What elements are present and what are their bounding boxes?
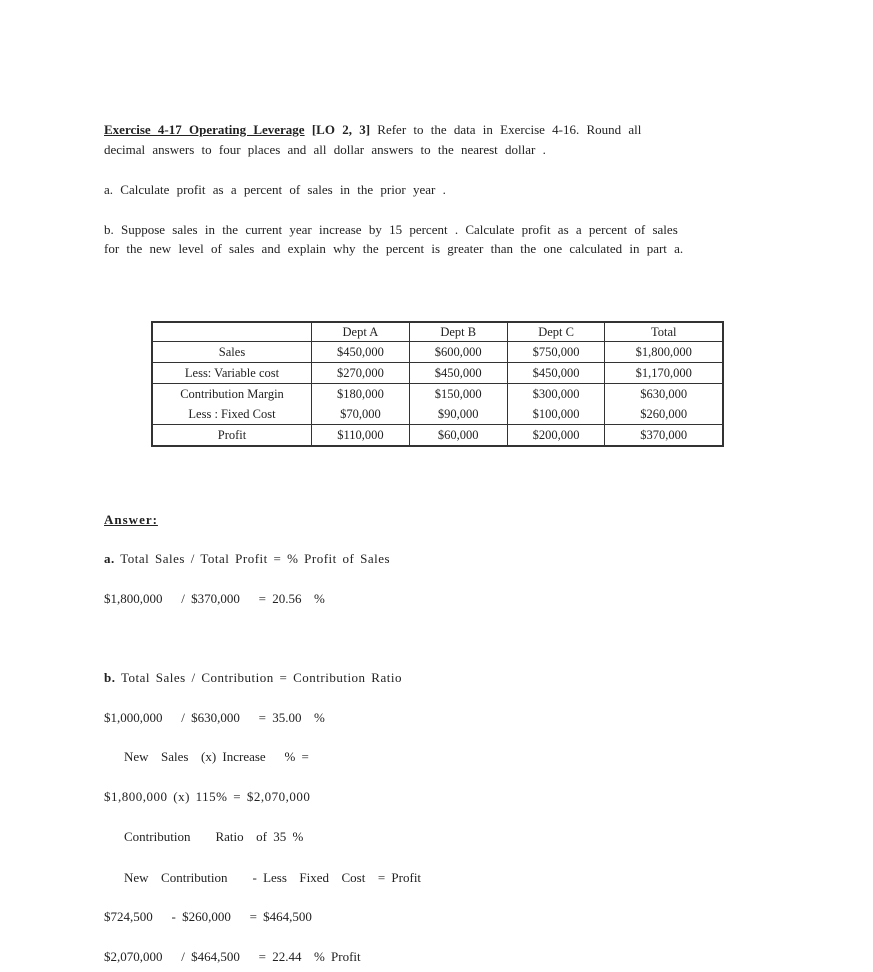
row-label: Sales <box>152 342 312 363</box>
part-b-question-line2: for the new level of sales and explain why the percent is greater than the one calculated in part a. <box>104 241 684 256</box>
table-row <box>152 404 723 425</box>
table-cell: $70,000 <box>312 404 410 425</box>
table-cell: $110,000 <box>312 425 410 447</box>
table-cell: $200,000 <box>507 425 605 447</box>
table-cell: $300,000 <box>507 384 605 405</box>
answer-label: Answer: <box>104 512 158 527</box>
answer-a-heading <box>104 551 390 567</box>
header-cell: Dept B <box>409 322 507 342</box>
table-cell: $100,000 <box>507 404 605 425</box>
table-cell: $450,000 <box>312 342 410 363</box>
new-contribution-label: New Contribution - Less Fixed Cost = Profit <box>124 870 422 885</box>
table-cell: $450,000 <box>409 363 507 384</box>
table-cell: $450,000 <box>507 363 605 384</box>
table-row <box>152 363 723 384</box>
header-cell <box>152 322 312 342</box>
profit-calculation: $724,500 - $260,000 = $464,500 <box>104 909 312 924</box>
part-b-question-line1: b. Suppose sales in the current year increase by 15 percent . Calculate profit as a percent of sales <box>104 222 678 237</box>
answer-b-formula: Total Sales / Contribution = Contribution Ratio <box>115 670 402 685</box>
exercise-title: Exercise 4-17 Operating Leverage <box>104 122 305 137</box>
table-cell: $600,000 <box>409 342 507 363</box>
row-label: Profit <box>152 425 312 447</box>
answer-a-prefix: a. <box>104 551 115 566</box>
table-cell: $370,000 <box>605 425 723 447</box>
new-sales-calculation: $1,800,000 (x) 115% = $2,070,000 <box>104 789 311 804</box>
table-cell: $630,000 <box>605 384 723 405</box>
table-cell: $1,170,000 <box>605 363 723 384</box>
table-cell: $150,000 <box>409 384 507 405</box>
part-a-question: a. Calculate profit as a percent of sales in the prior year . <box>104 182 446 197</box>
row-label: Contribution Margin <box>152 384 312 405</box>
answer-b-prefix: b. <box>104 670 116 685</box>
table-cell: $270,000 <box>312 363 410 384</box>
table-row <box>152 384 723 405</box>
answer-b-calculation: $1,000,000 / $630,000 = 35.00 % <box>104 710 325 725</box>
row-label: Less : Fixed Cost <box>152 404 312 425</box>
department-data-table <box>151 321 724 447</box>
table-row <box>152 425 723 447</box>
header-cell: Dept A <box>312 322 410 342</box>
table-cell: $1,800,000 <box>605 342 723 363</box>
table-cell: $60,000 <box>409 425 507 447</box>
table-cell: $90,000 <box>409 404 507 425</box>
table-cell: $260,000 <box>605 404 723 425</box>
exercise-instruction-line2: decimal answers to four places and all dollar answers to the nearest dollar . <box>104 142 546 157</box>
header-cell: Dept C <box>507 322 605 342</box>
row-label: Less: Variable cost <box>152 363 312 384</box>
header-cell: Total <box>605 322 723 342</box>
learning-objective: [LO 2, 3] <box>311 122 371 137</box>
answer-a-calculation: $1,800,000 / $370,000 = 20.56 % <box>104 591 325 606</box>
exercise-instruction: Refer to the data in Exercise 4-16. Round all <box>370 122 642 137</box>
final-profit-percent: $2,070,000 / $464,500 = 22.44 % Profit <box>104 949 361 964</box>
table-cell: $750,000 <box>507 342 605 363</box>
new-sales-label: New Sales (x) Increase % = <box>124 749 309 764</box>
answer-a-formula: Total Sales / Total Profit = % Profit of Sales <box>114 551 391 566</box>
table-cell: $180,000 <box>312 384 410 405</box>
exercise-heading-line <box>104 122 641 138</box>
table-header-row <box>152 322 723 342</box>
table-row <box>152 342 723 363</box>
contribution-ratio-note: Contribution Ratio of 35 % <box>124 829 304 844</box>
answer-b-heading <box>104 670 402 686</box>
